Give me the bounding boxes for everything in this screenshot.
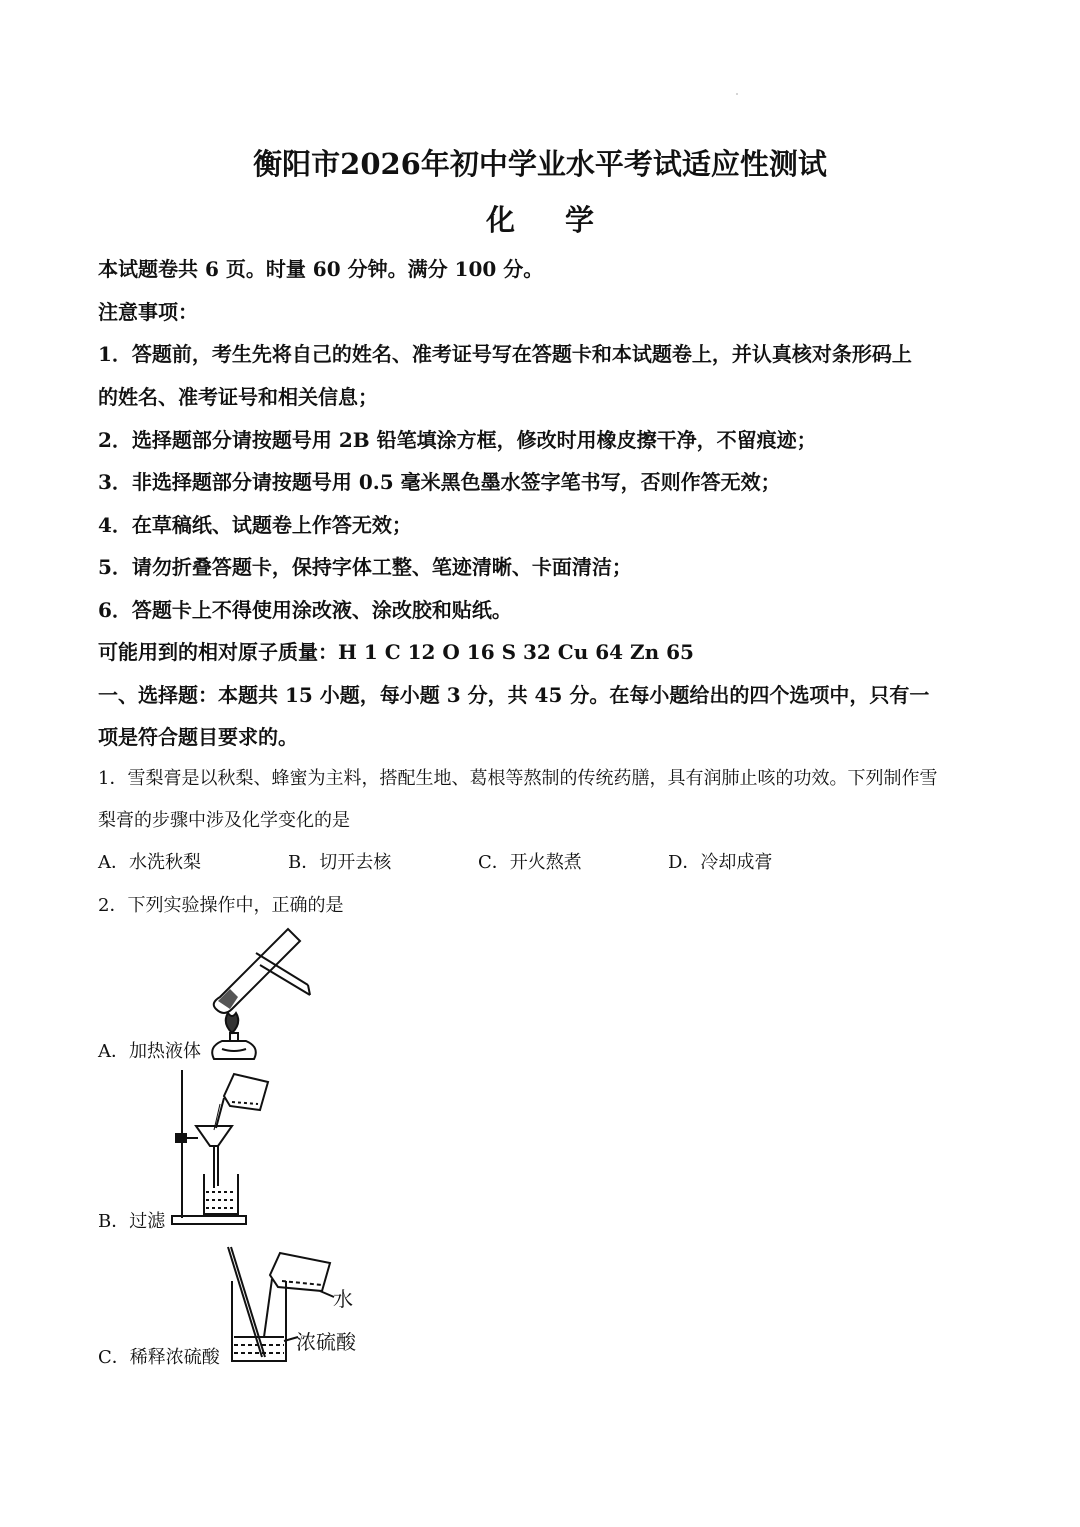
heating-liquid-figure [200,925,320,1060]
subject-title: 化 学 [485,203,615,237]
q1-option-a: A．水洗秋梨 [98,852,201,873]
water-label: 水 [333,1287,353,1311]
section-heading: 一、选择题：本题共 15 小题，每小题 3 分，共 45 分。在每小题给出的四个选项中，只有一 [98,683,930,707]
q1-option-b: B．切开去核 [288,852,392,873]
q1-stem: 1．雪梨膏是以秋梨、蜂蜜为主料，搭配生地、葛根等熬制的传统药膳，具有润肺止咳的功效。下列制作雪 [98,768,938,789]
notice-item: 5．请勿折叠答题卡，保持字体工整、笔迹清晰、卡面清洁； [98,555,632,579]
q2-option-b: B．过滤 [98,1211,166,1232]
q2-option-c: C．稀释浓硫酸 [98,1347,220,1368]
notice-item: 6．答题卡上不得使用涂改液、涂改胶和贴纸。 [98,598,512,622]
exam-title: 衡阳市2026年初中学业水平考试适应性测试 [253,147,827,181]
filtration-figure [168,1068,278,1228]
notice-item: 1．答题前，考生先将自己的姓名、准考证号写在答题卡和本试题卷上，并认真核对条形码上 [98,342,912,366]
concentrated-acid-label: 浓硫酸 [296,1330,356,1354]
atomic-masses: 可能用到的相对原子质量：H 1 C 12 O 16 S 32 Cu 64 Zn 65 [98,640,694,664]
section-heading-cont: 项是符合题目要求的。 [98,725,298,749]
q1-option-d: D．冷却成膏 [668,852,773,873]
q2-option-a: A．加热液体 [98,1041,201,1062]
notice-item: 2．选择题部分请按题号用 2B 铅笔填涂方框，修改时用橡皮擦干净，不留痕迹； [98,428,817,452]
exam-info: 本试题卷共 6 页。时量 60 分钟。满分 100 分。 [98,257,544,281]
notice-item: 4．在草稿纸、试题卷上作答无效； [98,513,412,537]
q2-stem: 2．下列实验操作中，正确的是 [98,895,344,916]
q1-stem-cont: 梨膏的步骤中涉及化学变化的是 [98,810,350,831]
notice-item: 3．非选择题部分请按题号用 0.5 毫米黑色墨水签字笔书写，否则作答无效； [98,470,781,494]
scan-speck [736,93,738,95]
notice-heading: 注意事项： [98,300,198,324]
q1-option-c: C．开火熬煮 [478,852,582,873]
notice-item: 的姓名、准考证号和相关信息； [98,385,378,409]
